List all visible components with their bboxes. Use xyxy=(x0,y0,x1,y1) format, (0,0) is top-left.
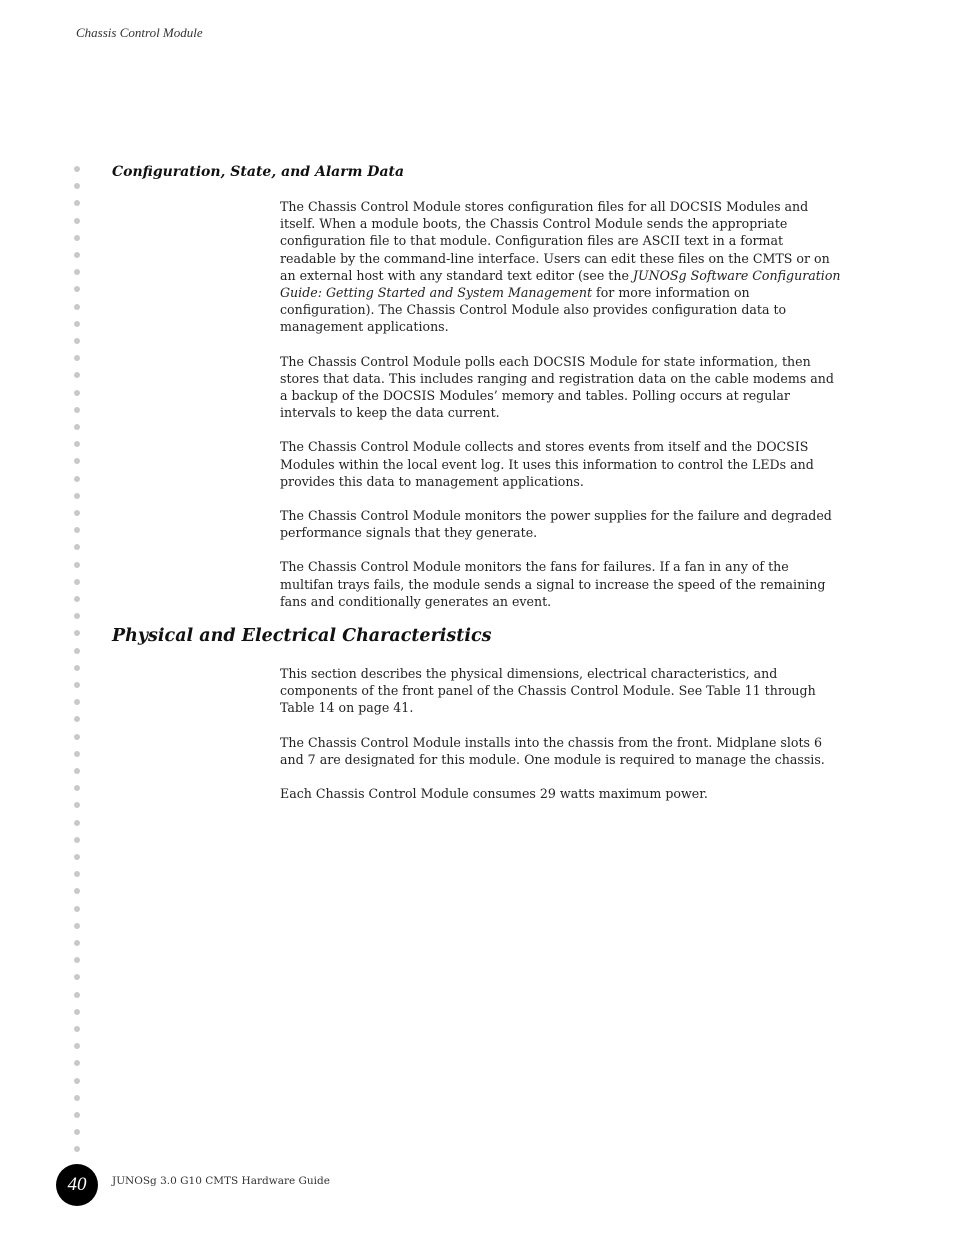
margin-dot xyxy=(74,441,80,447)
paragraph-section-overview: This section describes the physical dimensions, electrical characteristics, and components of the front panel of the Chassis Control Module. See Table 11 through Table 14 on page 41. xyxy=(280,666,816,716)
margin-dot xyxy=(74,1043,80,1049)
margin-dot xyxy=(74,562,80,568)
margin-dot xyxy=(74,1026,80,1032)
paragraph-config-files-text-a: The Chassis Control Module stores configuration files for all DOCSIS Modules and itself. When a module boots, the Chassis Control Module sends the appropriate configuration file to that module. Configuration files are ASCII text in a format readable by the command-line interface. Users can edit these files on the CMTS or on an external host with any standard text editor (see the xyxy=(280,199,830,283)
margin-dot xyxy=(74,235,80,241)
running-header: Chassis Control Module xyxy=(76,25,203,40)
paragraph-state-polling: The Chassis Control Module polls each DOCSIS Module for state information, then stores that data. This includes ranging and registration data on the cable modems and a backup of the DOCSIS Modules’ memory and tables. Polling occurs at regular intervals to keep the data current. xyxy=(280,353,834,421)
margin-dot xyxy=(74,1078,80,1084)
margin-dot xyxy=(74,974,80,980)
margin-dot xyxy=(74,166,80,172)
margin-dot xyxy=(74,699,80,705)
section-heading-configuration: Configuration, State, and Alarm Data xyxy=(112,164,405,180)
margin-dot xyxy=(74,458,80,464)
margin-dot xyxy=(74,183,80,189)
paragraph-event-log: The Chassis Control Module collects and stores events from itself and the DOCSIS Modules within the local event log. It uses this information to control the LEDs and provides this data to management applications. xyxy=(280,439,814,489)
margin-dot xyxy=(74,372,80,378)
guide-reference: JUNOSg Software Configuration Guide: Getting Started and System Management xyxy=(280,267,841,301)
margin-dot xyxy=(74,390,80,396)
paragraph-fans: The Chassis Control Module monitors the fans for failures. If a fan in any of the multifan trays fails, the module sends a signal to increase the speed of the remaining fans and conditionally generates an event. xyxy=(280,559,826,609)
margin-dot xyxy=(74,716,80,722)
footer-book-title: JUNOSg 3.0 G10 CMTS Hardware Guide xyxy=(112,1175,330,1187)
margin-dot xyxy=(74,682,80,688)
margin-dot xyxy=(74,321,80,327)
paragraph-installation: The Chassis Control Module installs into the chassis from the front. Midplane slots 6 and 7 are designated for this module. One module is required to manage the chassis. xyxy=(280,734,825,767)
paragraph-config-files xyxy=(280,198,842,336)
section-body-configuration xyxy=(280,198,842,627)
page-number-badge: 40 xyxy=(56,1164,98,1206)
margin-dot xyxy=(74,527,80,533)
margin-dot xyxy=(74,1146,80,1152)
margin-dot xyxy=(74,957,80,963)
margin-dot xyxy=(74,992,80,998)
margin-dot xyxy=(74,338,80,344)
margin-dot xyxy=(74,837,80,843)
margin-dot xyxy=(74,218,80,224)
margin-dot xyxy=(74,476,80,482)
section-body-physical xyxy=(280,665,842,819)
margin-dot xyxy=(74,906,80,912)
margin-dot xyxy=(74,785,80,791)
margin-dot xyxy=(74,751,80,757)
margin-dot xyxy=(74,269,80,275)
margin-dot xyxy=(74,1095,80,1101)
margin-dot xyxy=(74,1112,80,1118)
margin-dot xyxy=(74,510,80,516)
margin-dot xyxy=(74,200,80,206)
paragraph-config-files-text-b: for more information on configuration). The Chassis Control Module also provides configuration data to management applications. xyxy=(280,285,787,335)
margin-dot xyxy=(74,252,80,258)
margin-dot xyxy=(74,888,80,894)
margin-dot xyxy=(74,579,80,585)
margin-dot xyxy=(74,1060,80,1066)
margin-dot xyxy=(74,854,80,860)
margin-dot xyxy=(74,1129,80,1135)
margin-dot xyxy=(74,407,80,413)
section-heading-physical: Physical and Electrical Characteristics xyxy=(112,626,492,646)
margin-dot xyxy=(74,286,80,292)
margin-dot xyxy=(74,596,80,602)
margin-dot xyxy=(74,923,80,929)
margin-dot xyxy=(74,613,80,619)
margin-dot xyxy=(74,648,80,654)
margin-dot xyxy=(74,1009,80,1015)
paragraph-power-consumption: Each Chassis Control Module consumes 29 watts maximum power. xyxy=(280,786,708,802)
margin-dot xyxy=(74,304,80,310)
margin-dot xyxy=(74,355,80,361)
margin-dot xyxy=(74,820,80,826)
margin-dot xyxy=(74,544,80,550)
margin-dot xyxy=(74,802,80,808)
margin-dot xyxy=(74,768,80,774)
margin-dot xyxy=(74,734,80,740)
paragraph-power-supplies: The Chassis Control Module monitors the power supplies for the failure and degraded performance signals that they generate. xyxy=(280,508,832,541)
margin-dot xyxy=(74,493,80,499)
margin-dot xyxy=(74,665,80,671)
margin-dot xyxy=(74,424,80,430)
margin-dot xyxy=(74,630,80,636)
margin-dot xyxy=(74,871,80,877)
margin-dot xyxy=(74,940,80,946)
